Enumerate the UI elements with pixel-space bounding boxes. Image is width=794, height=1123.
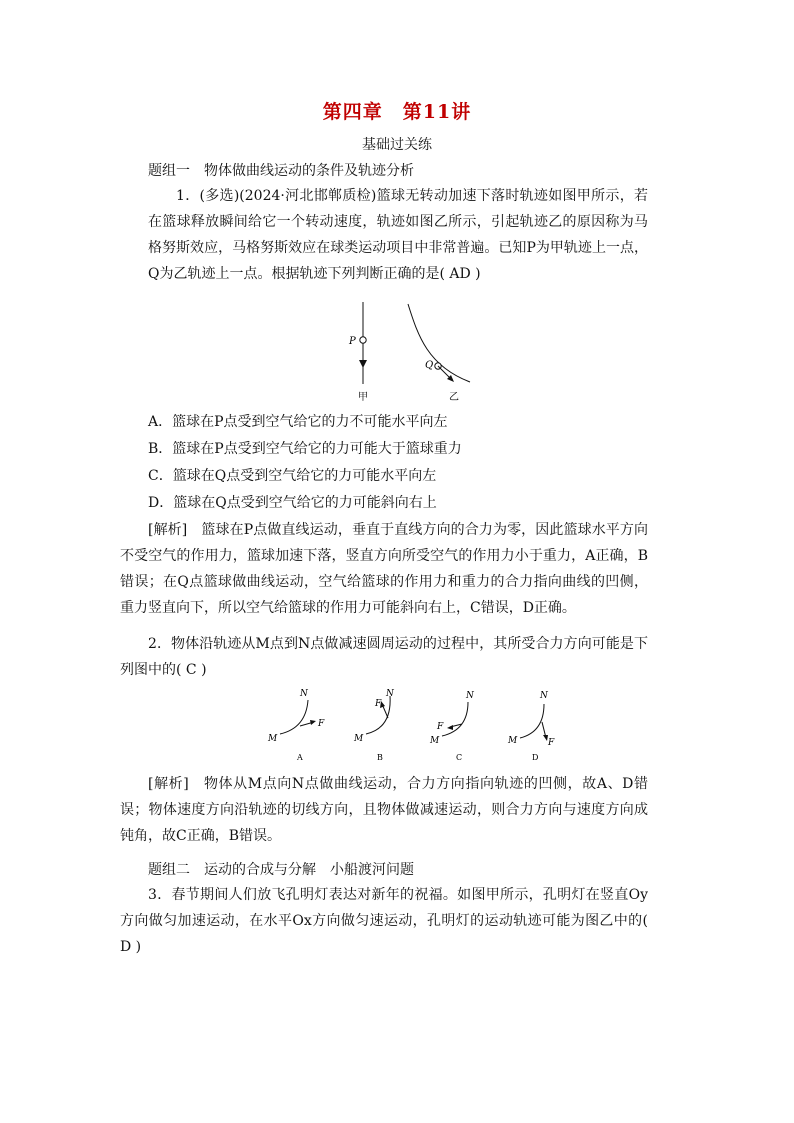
q1-stem: 1．(多选)(2024·河北邯郸质检)篮球无转动加速下落时轨迹如图甲所示，若在篮球释放瞬间给它一个转动速度，轨迹如图乙所示，引起轨迹乙的原因称为马格努斯效应，马格努斯效应在球类运动项目中非常普遍。已知P为甲轨迹上一点，Q为乙轨迹上一点。根据轨迹下列判断正确的是( AD ) — [148, 188, 648, 282]
arrow-down-icon — [359, 360, 367, 368]
svg-text:A: A — [297, 753, 303, 762]
svg-text:F: F — [318, 719, 325, 729]
q2-stem: 2．物体沿轨迹从M点到N点做减速圆周运动的过程中，其所受合力方向可能是下列图中的( C ) — [120, 636, 648, 678]
svg-text:C: C — [456, 753, 463, 762]
page-title: 第四章 第11讲 — [322, 101, 472, 123]
q2-figure-d — [507, 691, 555, 762]
q1-option-b: B．篮球在P点受到空气给它的力可能大于篮球重力 — [148, 441, 462, 457]
q2-figure — [262, 684, 562, 766]
q1-option-d: D．篮球在Q点受到空气给它的力可能斜向右上 — [148, 495, 437, 511]
svg-text:N: N — [466, 691, 474, 701]
label-p: P — [349, 336, 356, 347]
force-arrow-icon — [447, 725, 453, 730]
svg-text:M: M — [354, 734, 364, 744]
q2-figure-a — [267, 689, 325, 762]
q1-figure — [330, 296, 480, 404]
label-jia: 甲 — [358, 392, 368, 403]
q1-analysis: [解析] 篮球在P点做直线运动，垂直于直线方向的合力为零，因此篮球水平方向不受空气的作用力，篮球加速下落，竖直方向所受空气的作用力小于重力，A正确，B错误；在Q点篮球做曲线运动，空气给篮球的作用力和重力的合力指向曲线的凹侧，重力竖直向下，所以空气给篮球的作用力可能斜向右上，C错误，D正确。 — [120, 522, 648, 616]
q2-figure-c — [429, 691, 475, 762]
q1-option-c: C．篮球在Q点受到空气给它的力可能水平向左 — [148, 468, 437, 484]
svg-text:N: N — [540, 691, 548, 701]
svg-text:F: F — [375, 699, 382, 709]
svg-text:F: F — [548, 738, 555, 748]
group1-heading: 题组一 物体做曲线运动的条件及轨迹分析 — [148, 163, 414, 179]
force-arrow-icon — [310, 720, 316, 725]
label-yi: 乙 — [449, 392, 459, 403]
q1-option-a: A．篮球在P点受到空气给它的力不可能水平向左 — [148, 414, 448, 430]
q3-stem: 3．春节期间人们放飞孔明灯表达对新年的祝福。如图甲所示，孔明灯在竖直Oy方向做匀加速运动，在水平Ox方向做匀速运动，孔明灯的运动轨迹可能为图乙中的( D ) — [120, 887, 648, 955]
svg-text:B: B — [377, 753, 383, 762]
q2-analysis: [解析] 物体从M点向N点做曲线运动，合力方向指向轨迹的凹侧，故A、D错误；物体速度方向沿轨迹的切线方向，且物体做减速运动，则合力方向与速度方向成钝角，故C正确，B错误。 — [120, 776, 648, 844]
svg-text:N: N — [386, 689, 394, 699]
trajectory-yi — [408, 304, 470, 382]
svg-text:M: M — [268, 734, 278, 744]
group2-heading: 题组二 运动的合成与分解 小船渡河问题 — [148, 862, 414, 878]
label-q: Q — [425, 360, 434, 371]
svg-text:F: F — [437, 722, 444, 732]
q2-figure-b — [353, 689, 395, 762]
page-subtitle: 基础过关练 — [362, 137, 432, 153]
svg-text:D: D — [532, 753, 539, 762]
point-p — [360, 337, 366, 343]
svg-text:M: M — [508, 736, 518, 746]
svg-text:N: N — [300, 689, 308, 699]
svg-text:M: M — [430, 736, 440, 746]
